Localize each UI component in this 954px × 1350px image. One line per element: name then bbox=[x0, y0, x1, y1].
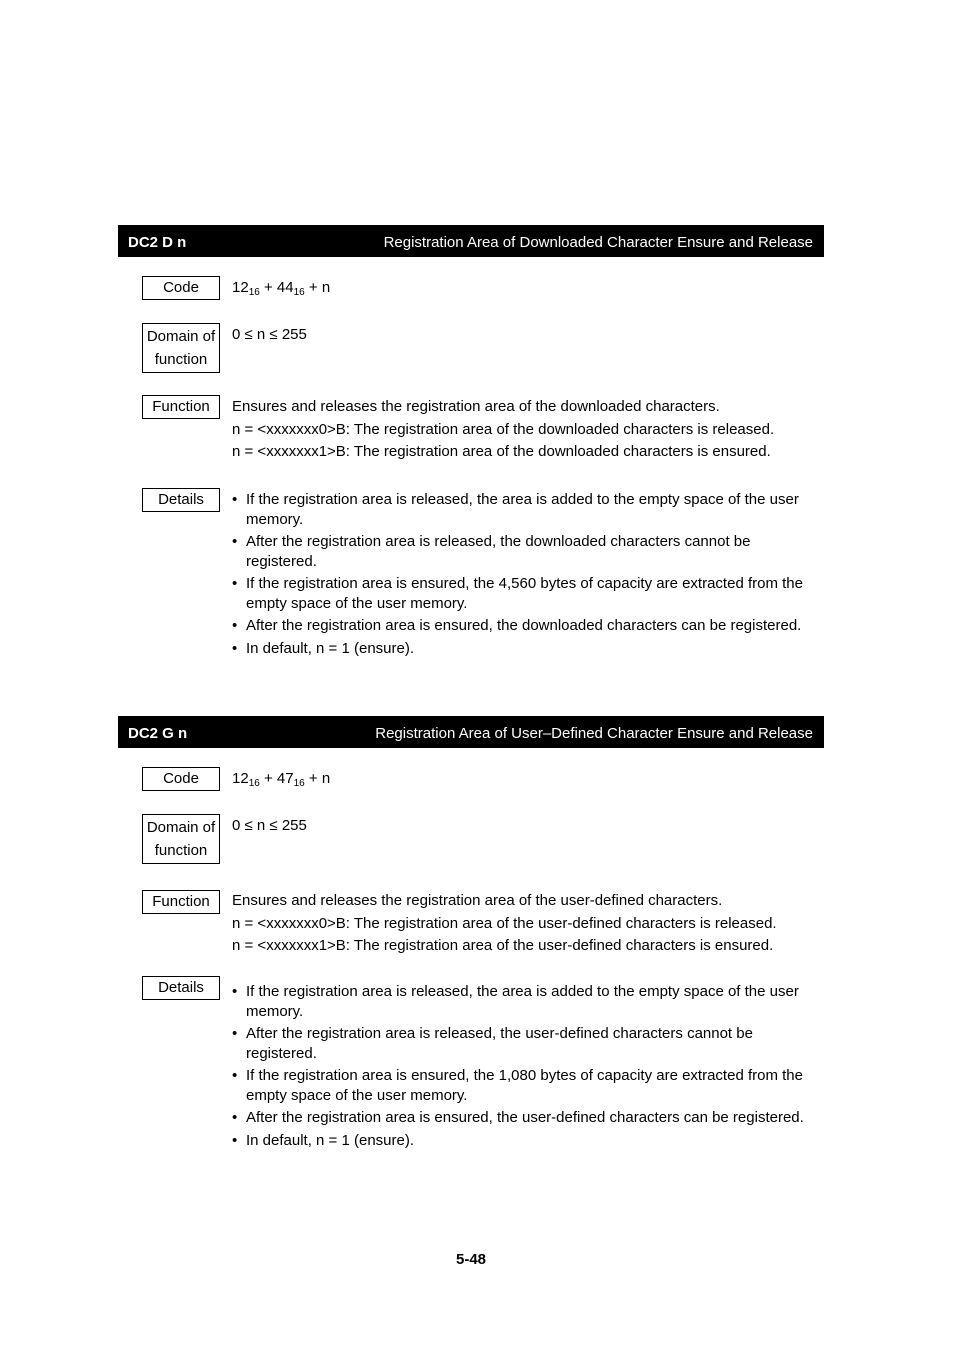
details-list bbox=[232, 982, 822, 1153]
bullet: • bbox=[232, 617, 238, 634]
list-item: • In default, n = 1 (ensure). bbox=[232, 1131, 415, 1149]
command-name: DC2 G n bbox=[128, 725, 188, 742]
code-label: Code bbox=[142, 276, 220, 300]
code-label: Code bbox=[142, 767, 220, 791]
command-name: DC2 D n bbox=[128, 234, 187, 251]
function-line: Ensures and releases the registration area of the downloaded characters. bbox=[232, 398, 720, 415]
function-line: n = <xxxxxxx1>B: The registration area of the downloaded characters is ensured. bbox=[232, 443, 771, 460]
list-item: • If the registration area is released, the area is added to the empty space of the user memory. bbox=[232, 983, 799, 1020]
function-description bbox=[232, 890, 777, 958]
details-label: Details bbox=[142, 976, 220, 1000]
function-line: n = <xxxxxxx0>B: The registration area of the user-defined characters is released. bbox=[232, 914, 777, 932]
list-item: • If the registration area is ensured, the 4,560 bytes of capacity are extracted from the empty space of the user memory. bbox=[232, 575, 803, 612]
function-line: n = <xxxxxxx0>B: The registration area of the downloaded characters is released. bbox=[232, 420, 775, 438]
list-item: • After the registration area is released, the downloaded characters cannot be registered. bbox=[232, 533, 751, 570]
list-item: • After the registration area is ensured, the user-defined characters can be registered. bbox=[232, 1109, 804, 1126]
bullet: • bbox=[232, 1025, 238, 1042]
list-item: • If the registration area is ensured, the 1,080 bytes of capacity are extracted from the empty space of the user memory. bbox=[232, 1067, 803, 1104]
bullet: • bbox=[232, 575, 238, 592]
details-list bbox=[232, 490, 822, 661]
function-description bbox=[232, 396, 774, 464]
list-item: • If the registration area is released, the area is added to the empty space of the user memory. bbox=[232, 491, 799, 528]
bullet: • bbox=[232, 639, 238, 657]
code-value: $12_{16} + 47_{16} + n$ bbox=[232, 770, 331, 789]
list-item: • In default, n = 1 (ensure). bbox=[232, 639, 415, 657]
function-label: Function bbox=[142, 890, 220, 914]
domain-value: 0 ≤ n ≤ 255 bbox=[232, 817, 307, 834]
bullet: • bbox=[232, 1131, 238, 1149]
command-title: Registration Area of Downloaded Character Ensure and Release bbox=[383, 234, 813, 251]
domain-label: Domain of function bbox=[142, 323, 220, 373]
bullet: • bbox=[232, 1067, 238, 1084]
bullet: • bbox=[232, 983, 238, 1000]
list-item: • After the registration area is ensured, the downloaded characters can be registered. bbox=[232, 617, 802, 634]
function-label: Function bbox=[142, 395, 220, 419]
details-label: Details bbox=[142, 488, 220, 512]
bullet: • bbox=[232, 1109, 238, 1126]
list-item: • After the registration area is released, the user-defined characters cannot be registered. bbox=[232, 1025, 753, 1062]
section-header-bar bbox=[118, 716, 824, 748]
bullet: • bbox=[232, 533, 238, 550]
code-value: $12_{16} + 44_{16} + n$ bbox=[232, 279, 331, 298]
bullet: • bbox=[232, 491, 238, 508]
function-line: n = <xxxxxxx1>B: The registration area of the user-defined characters is ensured. bbox=[232, 937, 774, 954]
section-header-bar bbox=[118, 225, 824, 257]
command-title: Registration Area of User–Defined Character Ensure and Release bbox=[375, 725, 813, 742]
domain-label: Domain of function bbox=[142, 814, 220, 864]
page-number: 5-48 bbox=[455, 1251, 487, 1268]
function-line: Ensures and releases the registration area of the user-defined characters. bbox=[232, 892, 723, 909]
domain-value: 0 ≤ n ≤ 255 bbox=[232, 326, 307, 343]
